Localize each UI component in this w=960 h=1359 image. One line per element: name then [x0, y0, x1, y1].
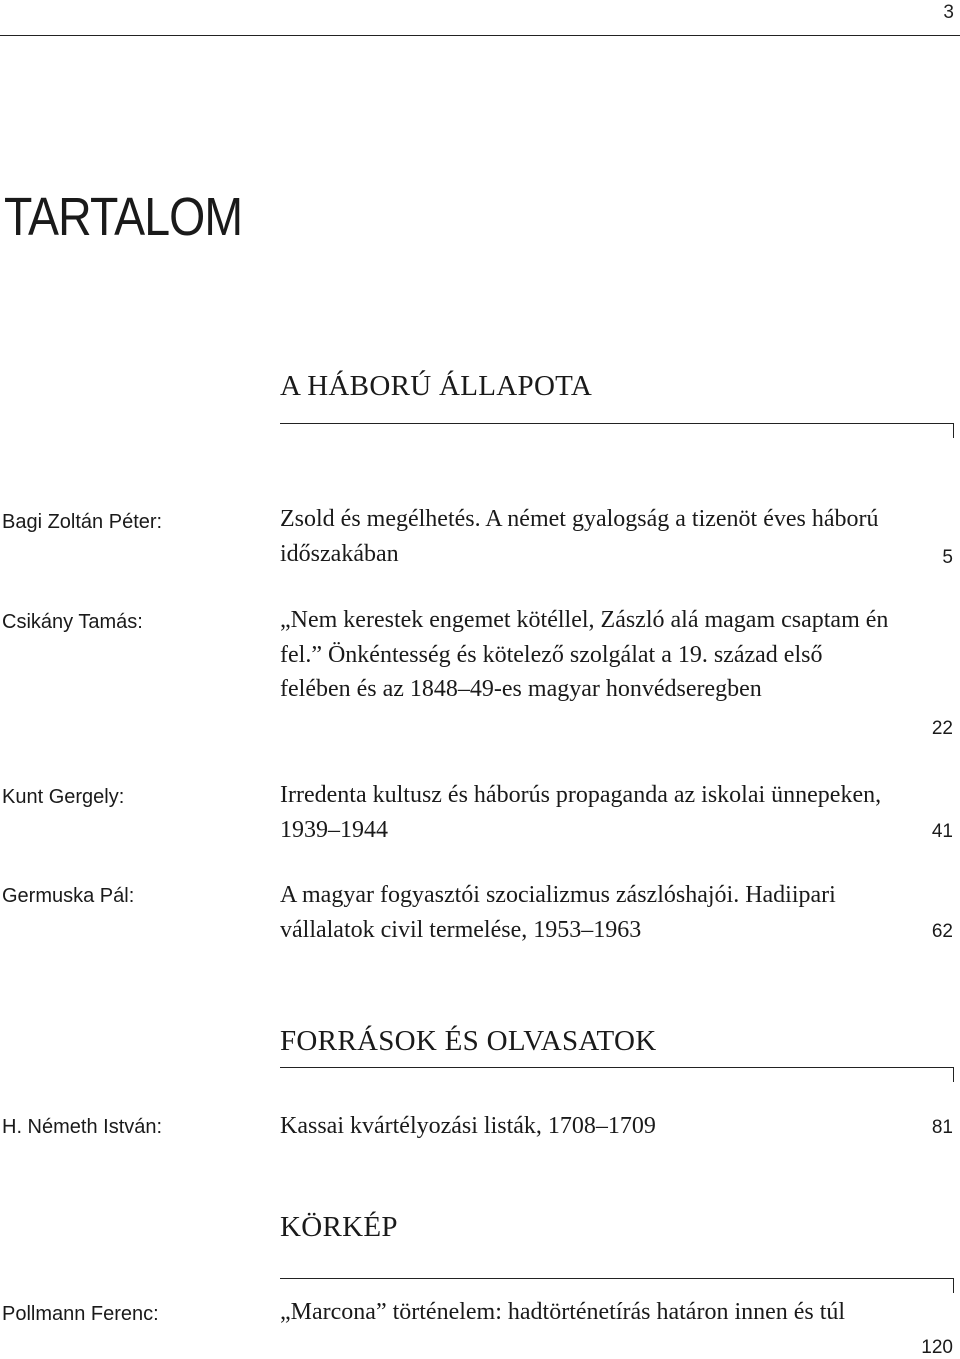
section-rule [280, 1278, 954, 1279]
section-heading-forrasok-es-olvasatok: FORRÁSOK ÉS OLVASATOK [280, 1025, 657, 1057]
entry-author: Bagi Zoltán Péter: [2, 511, 163, 533]
entry-page-number: 5 [942, 547, 953, 568]
entry-author: H. Németh István: [2, 1116, 163, 1138]
entry-title[interactable]: „Nem kerestek engemet kötéllel, Zászló alá magam csaptam én fel.” Önkéntesség és kötelező szolgálat a 19. század első felében és az 1848–49-es magyar honvédseregben [280, 607, 889, 702]
entry-page-number: 22 [931, 718, 953, 739]
section-heading-a-haboru-allapota: A HÁBORÚ ÁLLAPOTA [280, 370, 593, 402]
entry-author: Csikány Tamás: [2, 611, 143, 633]
entry-page-number: 41 [931, 821, 953, 842]
section-rule [280, 1067, 954, 1068]
entry-page-number: 62 [931, 921, 953, 942]
section-rule [280, 423, 954, 424]
entry-author: Pollmann Ferenc: [2, 1303, 159, 1325]
entry-author: Kunt Gergely: [2, 786, 125, 808]
entry-title[interactable]: A magyar fogyasztói szocializmus zászlóshajói. Hadiipari vállalatok civil termelése, 1953–1963 [280, 882, 836, 943]
header-rule [0, 35, 960, 36]
page-number: 3 [943, 2, 954, 23]
entry-title[interactable]: Irredenta kultusz és háborús propaganda az iskolai ünnepeken, 1939–1944 [280, 782, 882, 843]
entry-title[interactable]: Kassai kvártélyozási listák, 1708–1709 [280, 1113, 656, 1139]
section-heading-korkep: KÖRKÉP [280, 1211, 398, 1243]
entry-author: Germuska Pál: [2, 885, 135, 907]
entry-page-number: 120 [921, 1337, 953, 1358]
entry-title[interactable]: Zsold és megélhetés. A német gyalogság a tizenöt éves háború időszakában [280, 506, 879, 567]
entry-page-number: 81 [931, 1117, 953, 1138]
entry-title[interactable]: „Marcona” történelem: hadtörténetírás határon innen és túl [280, 1299, 846, 1325]
document-title: TARTALOM [4, 187, 243, 247]
